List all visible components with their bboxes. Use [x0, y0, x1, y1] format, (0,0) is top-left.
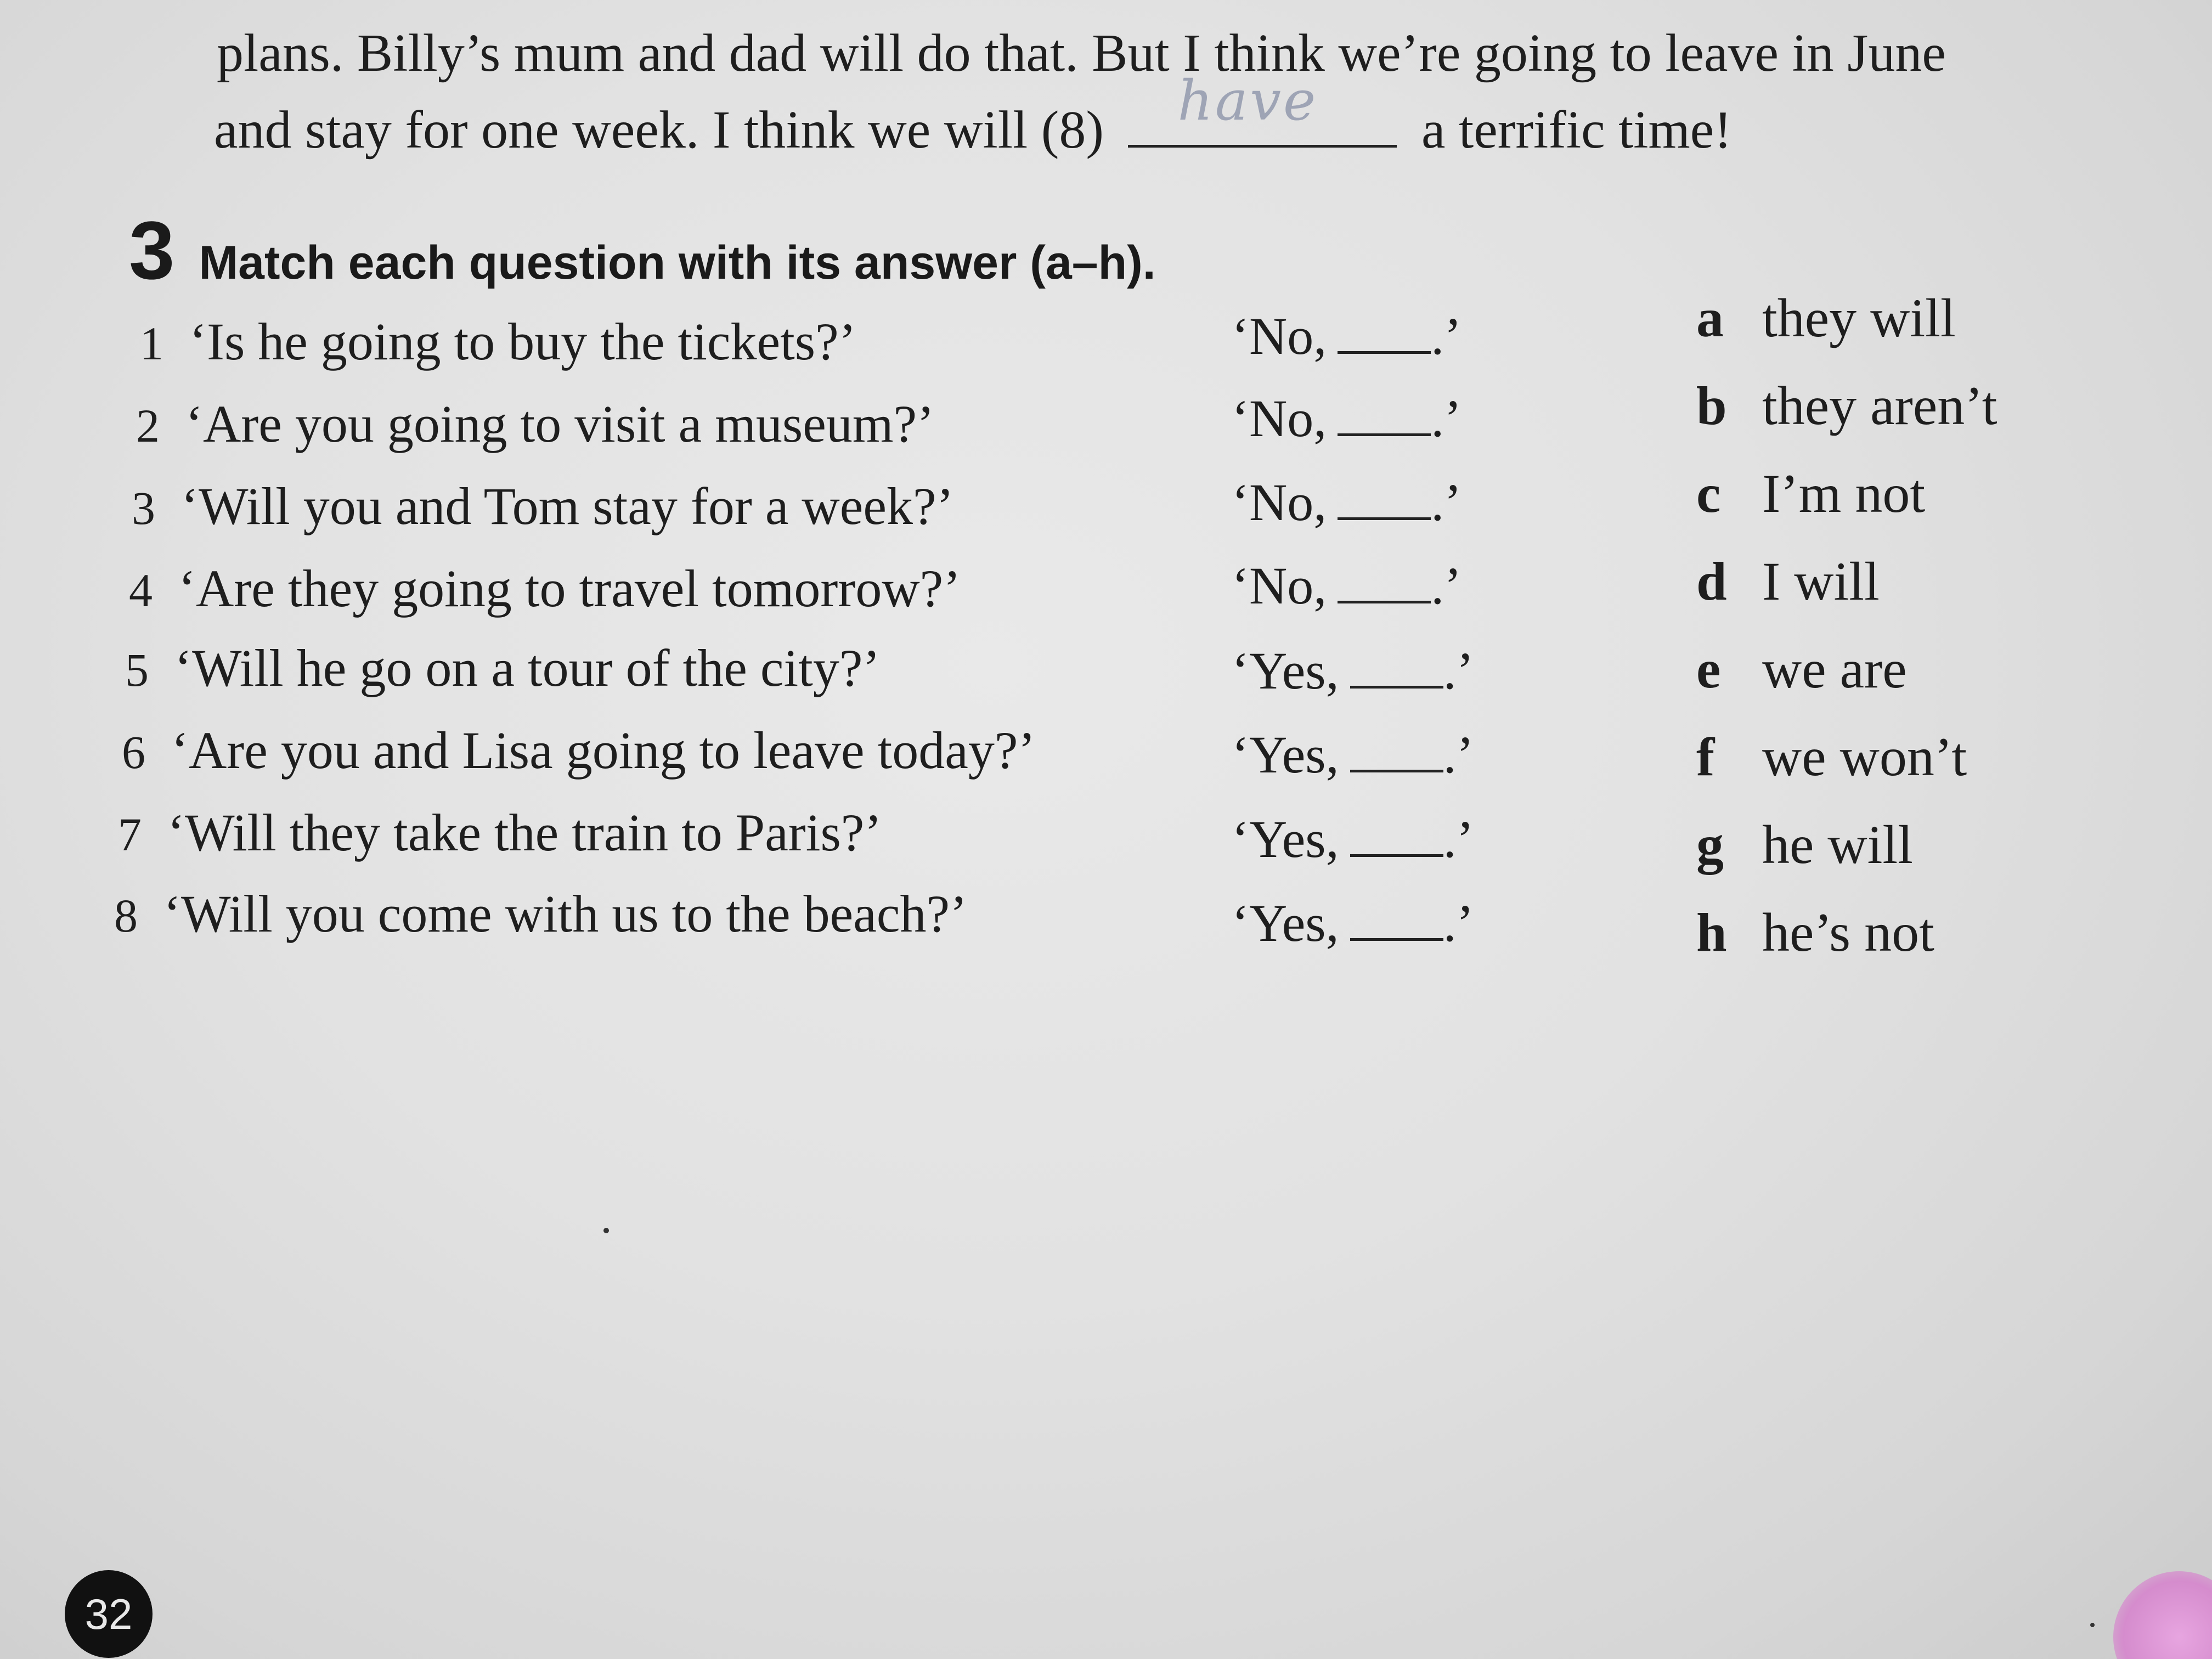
response-start: ‘No,: [1232, 389, 1327, 448]
answer-option: [1696, 463, 1926, 524]
response-item: [1232, 894, 1474, 952]
question-number: 3: [132, 482, 155, 534]
question-number: 5: [125, 644, 149, 696]
question-number: 7: [118, 808, 142, 861]
question-item: [125, 639, 881, 702]
answer-letter: b: [1696, 375, 1727, 436]
response-start: ‘No,: [1232, 473, 1327, 532]
answer-text: I’m not: [1762, 463, 1926, 524]
answer-option: [1696, 639, 1907, 699]
response-item: [1232, 389, 1462, 448]
question-number: 8: [114, 889, 138, 942]
question-text: ‘Will he go on a tour of the city?’: [174, 639, 881, 697]
question-number: 1: [140, 317, 163, 370]
paper-speck: [2090, 1623, 2095, 1627]
answer-text: they will: [1762, 287, 1956, 348]
response-start: ‘Yes,: [1232, 810, 1339, 868]
question-text: ‘Will you and Tom stay for a week?’: [181, 477, 954, 535]
response-blank[interactable]: [1338, 517, 1431, 520]
answer-option: [1696, 287, 1956, 348]
response-item: [1232, 810, 1474, 868]
question-text: ‘Will you come with us to the beach?’: [163, 884, 968, 943]
response-start: ‘No,: [1232, 307, 1327, 365]
question-item: [114, 884, 968, 948]
response-item: [1232, 307, 1462, 365]
response-blank[interactable]: [1350, 686, 1443, 689]
response-end: .’: [1443, 725, 1474, 784]
response-end: .’: [1431, 389, 1462, 448]
response-blank[interactable]: [1338, 433, 1431, 436]
answer-blank-8[interactable]: [1128, 69, 1397, 148]
response-start: ‘Yes,: [1232, 894, 1339, 952]
paper-speck: [603, 1228, 609, 1233]
response-blank[interactable]: [1338, 601, 1431, 603]
handwritten-answer: have: [1177, 69, 1318, 133]
answer-option: [1696, 551, 1880, 612]
response-blank[interactable]: [1350, 770, 1443, 772]
answer-letter: a: [1696, 287, 1724, 348]
answer-text: I will: [1762, 551, 1880, 612]
question-text: ‘Is he going to buy the tickets?’: [189, 312, 856, 371]
question-item: [122, 721, 1036, 785]
response-item: [1232, 725, 1474, 784]
page-number: 32: [84, 1589, 133, 1638]
response-start: ‘Yes,: [1232, 641, 1339, 700]
question-number: 2: [136, 399, 160, 452]
response-blank[interactable]: [1338, 351, 1431, 354]
intro-line-2-after: a terrific time!: [1421, 100, 1732, 160]
answer-text: we are: [1762, 639, 1907, 699]
response-end: .’: [1431, 307, 1462, 365]
answer-option: [1696, 902, 1934, 963]
question-text: ‘Are you and Lisa going to leave today?’: [171, 721, 1036, 780]
question-item: [140, 312, 856, 376]
question-number: 6: [122, 726, 145, 778]
response-end: .’: [1431, 556, 1462, 615]
response-blank[interactable]: [1350, 938, 1443, 941]
answer-option: [1696, 814, 1913, 875]
question-text: ‘Will they take the train to Paris?’: [167, 803, 882, 862]
question-item: [129, 559, 961, 623]
answer-text: we won’t: [1762, 726, 1967, 787]
answer-letter: d: [1696, 551, 1727, 612]
intro-line-2-before: and stay for one week. I think we will (8): [214, 100, 1104, 160]
response-end: .’: [1431, 473, 1462, 532]
response-item: [1232, 473, 1462, 532]
response-item: [1232, 556, 1462, 615]
response-end: .’: [1443, 810, 1474, 868]
exercise-header: [129, 203, 1156, 298]
question-item: [136, 394, 935, 458]
answer-text: they aren’t: [1762, 375, 1997, 436]
pink-object: [2113, 1571, 2212, 1659]
exercise-instruction: Match each question with its answer (a–h).: [199, 236, 1156, 289]
answer-option: [1696, 375, 1997, 436]
answer-option: [1696, 726, 1967, 787]
response-item: [1232, 641, 1474, 700]
intro-line-2: [214, 69, 1732, 160]
page-number-badge: [65, 1570, 153, 1658]
answer-text: he’s not: [1762, 902, 1934, 963]
question-item: [132, 477, 954, 540]
answer-letter: h: [1696, 902, 1727, 963]
answer-text: he will: [1762, 814, 1913, 875]
intro-line-1: plans. Billy’s mum and dad will do that. But I think we’re going to leave in June: [217, 24, 1946, 83]
question-number: 4: [129, 564, 153, 617]
response-start: ‘Yes,: [1232, 725, 1339, 784]
question-text: ‘Are you going to visit a museum?’: [185, 394, 935, 453]
answer-letter: f: [1696, 726, 1715, 787]
question-item: [118, 803, 882, 867]
response-blank[interactable]: [1350, 854, 1443, 857]
answer-letter: e: [1696, 639, 1721, 699]
response-end: .’: [1443, 894, 1474, 952]
answer-letter: g: [1696, 814, 1724, 875]
question-text: ‘Are they going to travel tomorrow?’: [178, 559, 961, 618]
response-end: .’: [1443, 641, 1474, 700]
exercise-number: 3: [129, 204, 175, 296]
answer-letter: c: [1696, 463, 1721, 524]
response-start: ‘No,: [1232, 556, 1327, 615]
